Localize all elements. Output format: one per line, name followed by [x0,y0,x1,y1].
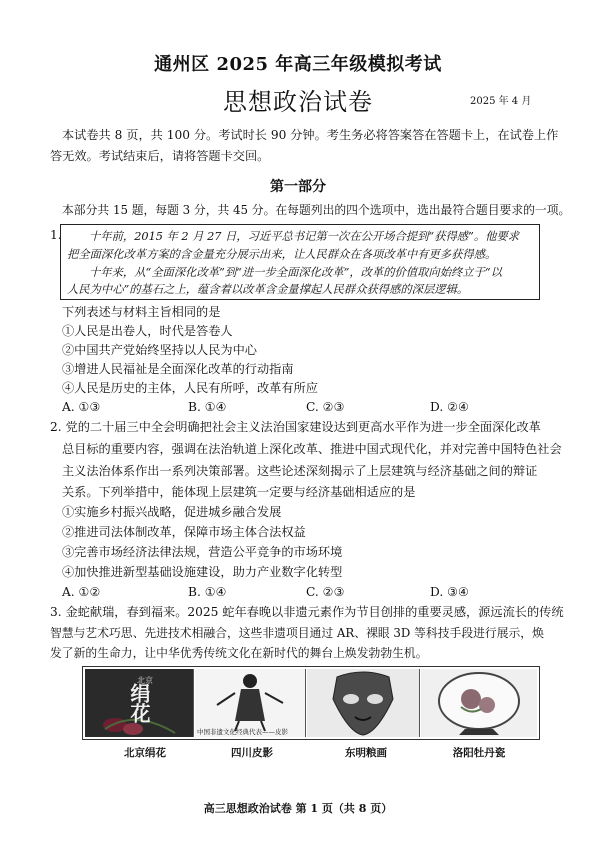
silk-flower-image [85,669,194,737]
q2-line: 主义法治体系作出一系列决策部署。这些论述深刻揭示了上层建筑与经济基础之间的辩证 [62,464,538,478]
intro-line-1: 本试卷共 8 页，共 100 分。考试时长 90 分钟。考生务必将答案答在答题卡上，在试卷上作 [62,128,559,142]
q1-material-line: 十年前，2015 年 2 月 27 日，习近平总书记第一次在公开场合提到“获得感”。他要求 [89,230,520,243]
q1-item: ①人民是出卷人，时代是答卷人 [62,324,233,338]
caption-shadow: 四川皮影 [231,747,273,759]
q1-option-c: C. ②③ [306,400,345,414]
q2-item: ①实施乡村振兴战略，促进城乡融合发展 [62,505,282,519]
q1-item: ④人民是历史的主体，人民有所呼，改革有所应 [62,381,318,395]
q2-item: ③完善市场经济法律法规，营造公平竞争的市场环境 [62,545,343,559]
shadow-caption-text: 中国非遗文化经典代表——皮影 [197,728,288,736]
caption-peony: 洛阳牡丹瓷 [452,747,506,759]
caption-silk: 北京绢花 [124,747,166,759]
q1-item: ③增进人民福祉是全面深化改革的行动指南 [62,362,294,376]
exam-date: 2025 年 4 月 [470,96,532,107]
q1-stem: 下列表述与材料主旨相同的是 [62,305,221,319]
q1-material-box [60,224,540,300]
q2-option-a: A. ①② [62,585,101,599]
q1-material-line: 十年来，从“全面深化改革”到“进一步全面深化改革”，改革的价值取向始终立于“以 [89,266,502,279]
grain-painting-image [307,669,420,737]
heritage-images [82,666,540,740]
silk-small-text: 北京 [137,676,153,685]
caption-grain: 东明粮画 [345,747,387,759]
shadow-puppet-image [195,669,306,737]
q1-item: ②中国共产党始终坚持以人民为中心 [62,343,257,357]
exam-title: 通州区 2025 年高三年级模拟考试 [154,54,442,75]
q2-line: 2. 党的二十届三中全会明确把社会主义法治国家建设达到更高水平作为进一步全面深化改革 [50,420,541,434]
intro-line-2: 答无效。考试结束后，请将答题卡交回。 [50,149,270,163]
exam-subject: 思想政治试卷 [223,88,373,116]
q2-item: ②推进司法体制改革，保障市场主体合法权益 [62,525,306,539]
opera-mask-icon [307,669,419,737]
page-footer: 高三思想政治试卷 第 1 页（共 8 页） [203,802,393,815]
q2-option-d: D. ③④ [430,585,469,599]
q1-option-a: A. ①③ [62,400,101,414]
q1-material-line: 人民为中心”的基石之上，蕴含着以改革含金量撑起人民群众获得感的深层逻辑。 [67,283,469,296]
q1-material-line: 把全面深化改革方案的含金量充分展示出来，让人民群众在各项改革中有更多获得感。 [67,248,497,261]
q2-option-b: B. ①④ [188,585,227,599]
section-title: 第一部分 [270,179,326,195]
q1-option-b: B. ①④ [188,400,227,414]
q2-line: 关系。下列举措中，能体现上层建筑一定要与经济基础相适应的是 [62,485,416,499]
section-instruction: 本部分共 15 题，每题 3 分，共 45 分。在每题列出的四个选项中，选出最符合题目要求的一项。 [62,203,571,217]
q2-option-c: C. ②③ [306,585,345,599]
q2-item: ④加快推进新型基础设施建设，助力产业数字化转型 [62,565,343,579]
q2-line: 总目标的重要内容，强调在法治轨道上深化改革、推进中国式现代化，并对完善中国特色社会 [62,442,562,456]
q3-line: 3. 金蛇献瑞，春到福来。2025 蛇年春晚以非遗元素作为节目创排的重要灵感，源远流长的传统 [50,605,564,619]
silk-text: 绢花 [127,683,151,723]
q1-number: 1. [50,228,62,242]
peony-plate-icon [421,669,537,737]
q3-line: 智慧与艺术巧思、先进技术相融合，这些非遗项目通过 AR、裸眼 3D 等科技手段进行展示，焕 [50,626,544,640]
q3-line: 发了新的生命力，让中华优秀传统文化在新时代的舞台上焕发勃勃生机。 [50,646,428,660]
peony-porcelain-image [421,669,537,737]
q1-option-d: D. ②④ [430,400,469,414]
